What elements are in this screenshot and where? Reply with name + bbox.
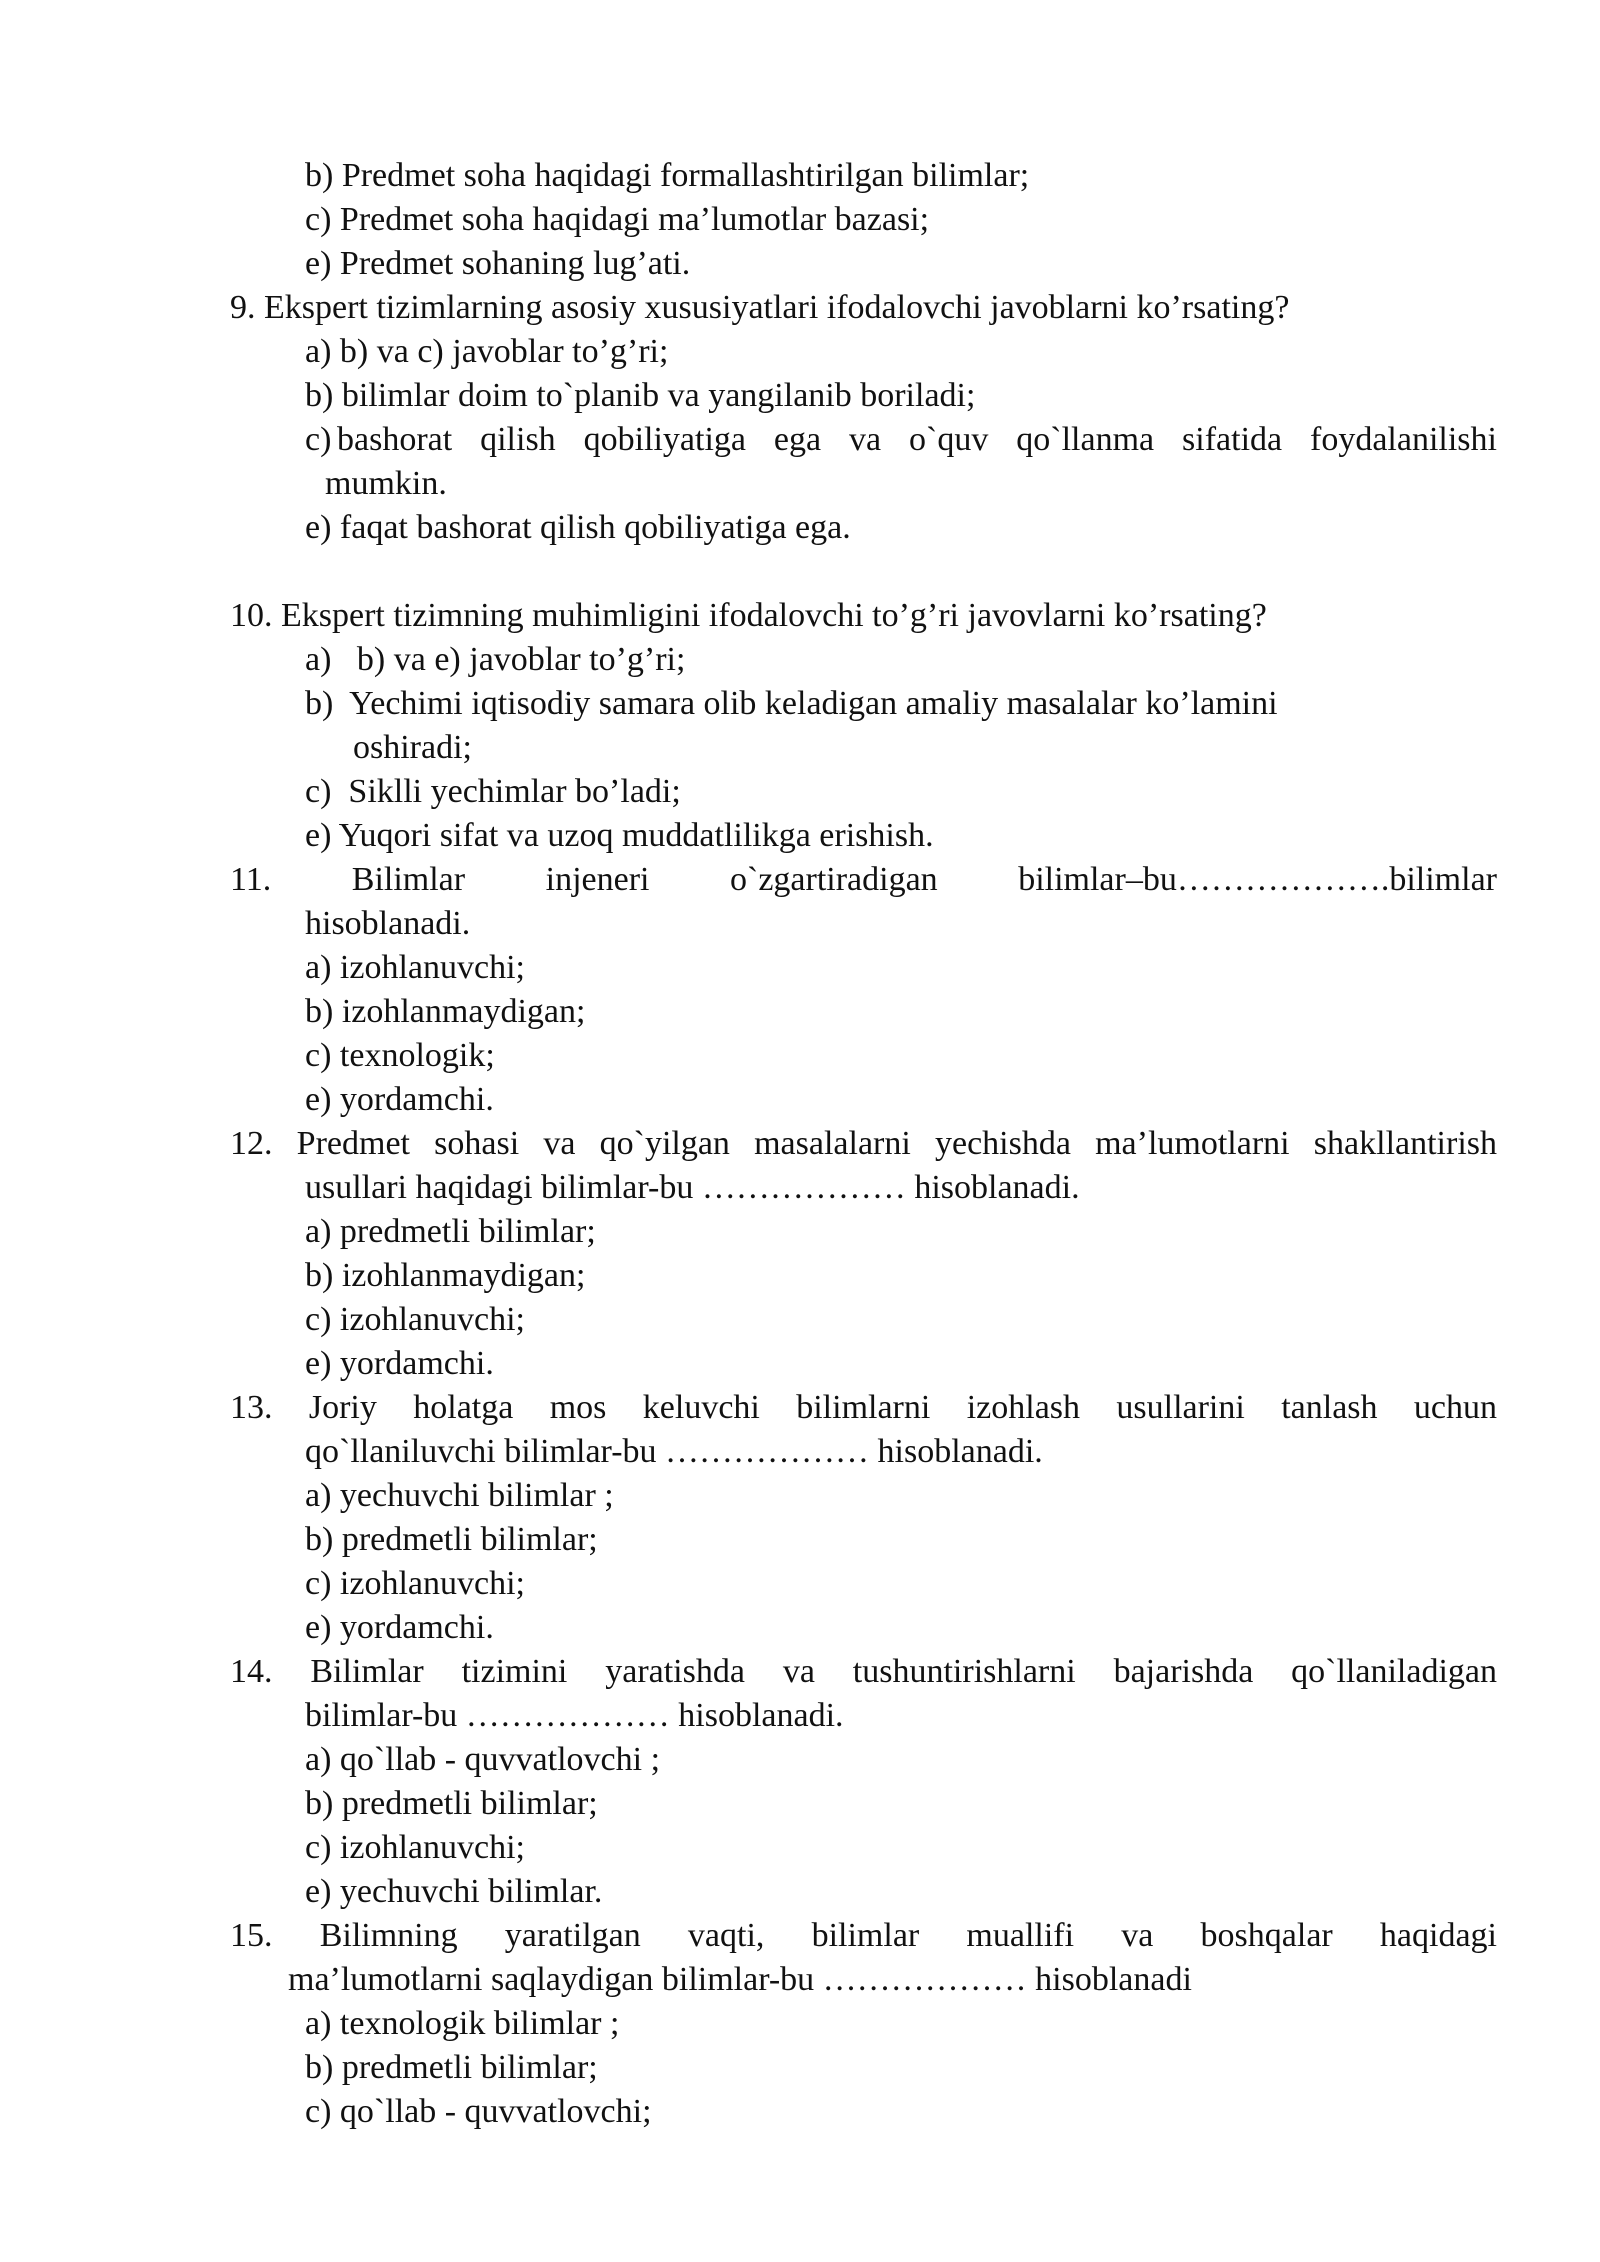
option-text: predmetli bilimlar; bbox=[341, 1521, 598, 1558]
option-text: izohlanmaydigan; bbox=[341, 1257, 586, 1294]
q12-option-b bbox=[305, 1254, 585, 1298]
q13-question-cont: qo`llaniluvchi bilimlar-bu ……………… hisoblanadi. bbox=[305, 1433, 1043, 1470]
option-label: a) bbox=[305, 1741, 332, 1778]
q9-option-b bbox=[305, 374, 975, 418]
option-text: qo`llab - quvvatlovchi; bbox=[339, 2093, 652, 2130]
q12-question: 12. Predmet sohasi va qo`yilgan masalalarni yechishda ma’lumotlarni shakllantirish bbox=[230, 1125, 1497, 1162]
option-text: b) va e) javoblar to’g’ri; bbox=[356, 641, 686, 678]
option-text: yordamchi. bbox=[339, 1345, 494, 1382]
q12-option-a bbox=[305, 1210, 596, 1254]
option-label: c) bbox=[305, 2093, 332, 2130]
q11-option-e bbox=[305, 1078, 494, 1122]
option-label: b) bbox=[305, 157, 334, 194]
option-text: texnologik bilimlar ; bbox=[339, 2005, 620, 2042]
q14-option-b bbox=[305, 1782, 598, 1826]
option-text: Predmet sohaning lug’ati. bbox=[339, 245, 691, 282]
option-label: b) bbox=[305, 993, 334, 1030]
q10-option-c bbox=[305, 770, 681, 814]
option-text: izohlanuvchi; bbox=[339, 1301, 525, 1338]
option-text: izohlanuvchi; bbox=[339, 1565, 525, 1602]
option-text: Siklli yechimlar bo’ladi; bbox=[348, 773, 681, 810]
option-text: yordamchi. bbox=[339, 1081, 494, 1118]
q15-question-cont: ma’lumotlarni saqlaydigan bilimlar-bu ……………… hisoblanadi bbox=[288, 1961, 1192, 1998]
option-label: b) bbox=[305, 1785, 334, 1822]
option-text-line1: bashorat qilish qobiliyatiga ega va o`quv qo`llanma sifatida foydalanilishi bbox=[337, 421, 1497, 458]
q11-option-b bbox=[305, 990, 585, 1034]
option-label: b) bbox=[305, 1257, 334, 1294]
q13-option-b bbox=[305, 1518, 598, 1562]
option-label: c) bbox=[305, 1829, 332, 1866]
q14-question-cont: bilimlar-bu ……………… hisoblanadi. bbox=[305, 1697, 844, 1734]
q11-question: 11. Bilimlar injeneri o`zgartiradigan bilimlar–bu……………….bilimlar bbox=[230, 861, 1497, 898]
option-text: predmetli bilimlar; bbox=[341, 1785, 598, 1822]
option-label: a) bbox=[305, 1477, 332, 1514]
option-text: b) va c) javoblar to’g’ri; bbox=[339, 333, 669, 370]
q10-option-a bbox=[305, 638, 685, 682]
q9-option-e bbox=[305, 506, 851, 550]
q10-question: 10. Ekspert tizimning muhimligini ifodalovchi to’g’ri javovlarni ko’rsating? bbox=[230, 597, 1267, 634]
option-text: yechuvchi bilimlar ; bbox=[339, 1477, 614, 1514]
q12-option-c bbox=[305, 1298, 525, 1342]
q13-option-e bbox=[305, 1606, 494, 1650]
option-text: Yechimi iqtisodiy samara olib keladigan amaliy masalalar ko’lamini bbox=[349, 685, 1278, 722]
option-text: Predmet soha haqidagi ma’lumotlar bazasi; bbox=[339, 201, 930, 238]
option-label: a) bbox=[305, 1213, 332, 1250]
q9-option-c bbox=[305, 418, 1497, 462]
option-text: predmetli bilimlar; bbox=[341, 2049, 598, 2086]
option-label: e) bbox=[305, 1873, 332, 1910]
q13-question: 13. Joriy holatga mos keluvchi bilimlarni izohlash usullarini tanlash uchun bbox=[230, 1389, 1497, 1426]
option-text: texnologik; bbox=[339, 1037, 495, 1074]
option-label: c) bbox=[305, 1301, 332, 1338]
q14-option-e bbox=[305, 1870, 602, 1914]
option-label: b) bbox=[305, 2049, 334, 2086]
q8-option-e bbox=[305, 242, 690, 286]
option-text: bilimlar doim to`planib va yangilanib boriladi; bbox=[341, 377, 976, 414]
option-text: izohlanuvchi; bbox=[339, 949, 525, 986]
option-label: c) bbox=[305, 201, 332, 238]
option-label: e) bbox=[305, 1081, 332, 1118]
option-label: e) bbox=[305, 1609, 332, 1646]
q14-option-a bbox=[305, 1738, 660, 1782]
option-text: izohlanmaydigan; bbox=[341, 993, 586, 1030]
q11-option-c bbox=[305, 1034, 495, 1078]
q14-question: 14. Bilimlar tizimini yaratishda va tushuntirishlarni bajarishda qo`llaniladigan bbox=[230, 1653, 1497, 1690]
q15-option-b bbox=[305, 2046, 598, 2090]
option-label: e) bbox=[305, 817, 332, 854]
option-label: a) bbox=[305, 641, 332, 678]
option-text: Predmet soha haqidagi formallashtirilgan bilimlar; bbox=[341, 157, 1030, 194]
option-label: b) bbox=[305, 1521, 334, 1558]
option-text: Yuqori sifat va uzoq muddatlilikga erishish. bbox=[338, 817, 934, 854]
q10-option-e bbox=[305, 814, 934, 858]
option-text: izohlanuvchi; bbox=[339, 1829, 525, 1866]
option-label: e) bbox=[305, 509, 332, 546]
option-label: b) bbox=[305, 377, 334, 414]
option-text: faqat bashorat qilish qobiliyatiga ega. bbox=[339, 509, 851, 546]
q9-option-c-cont: mumkin. bbox=[325, 465, 447, 502]
option-label: e) bbox=[305, 245, 332, 282]
q11-option-a bbox=[305, 946, 525, 990]
option-label: c) bbox=[305, 421, 332, 458]
q12-option-e bbox=[305, 1342, 494, 1386]
option-label: a) bbox=[305, 333, 332, 370]
option-text: predmetli bilimlar; bbox=[339, 1213, 596, 1250]
option-label: a) bbox=[305, 949, 332, 986]
q12-question-cont: usullari haqidagi bilimlar-bu ……………… hisoblanadi. bbox=[305, 1169, 1080, 1206]
option-text: yechuvchi bilimlar. bbox=[339, 1873, 603, 1910]
q8-option-b bbox=[305, 154, 1029, 198]
option-label: c) bbox=[305, 773, 332, 810]
q10-option-b bbox=[305, 682, 1278, 726]
q9-option-a bbox=[305, 330, 668, 374]
q9-question: 9. Ekspert tizimlarning asosiy xususiyatlari ifodalovchi javoblarni ko’rsating? bbox=[230, 289, 1290, 326]
q15-question: 15. Bilimning yaratilgan vaqti, bilimlar muallifi va boshqalar haqidagi bbox=[230, 1917, 1497, 1954]
q14-option-c bbox=[305, 1826, 525, 1870]
q8-option-c bbox=[305, 198, 929, 242]
q10-option-b-cont: oshiradi; bbox=[353, 729, 472, 766]
q11-question-cont: hisoblanadi. bbox=[305, 905, 471, 942]
q15-option-a bbox=[305, 2002, 619, 2046]
q13-option-c bbox=[305, 1562, 525, 1606]
q15-option-c bbox=[305, 2090, 652, 2134]
option-text: qo`llab - quvvatlovchi ; bbox=[339, 1741, 661, 1778]
option-label: b) bbox=[305, 685, 334, 722]
option-label: e) bbox=[305, 1345, 332, 1382]
option-label: c) bbox=[305, 1037, 332, 1074]
option-label: c) bbox=[305, 1565, 332, 1602]
option-text: yordamchi. bbox=[339, 1609, 494, 1646]
option-label: a) bbox=[305, 2005, 332, 2042]
q13-option-a bbox=[305, 1474, 614, 1518]
